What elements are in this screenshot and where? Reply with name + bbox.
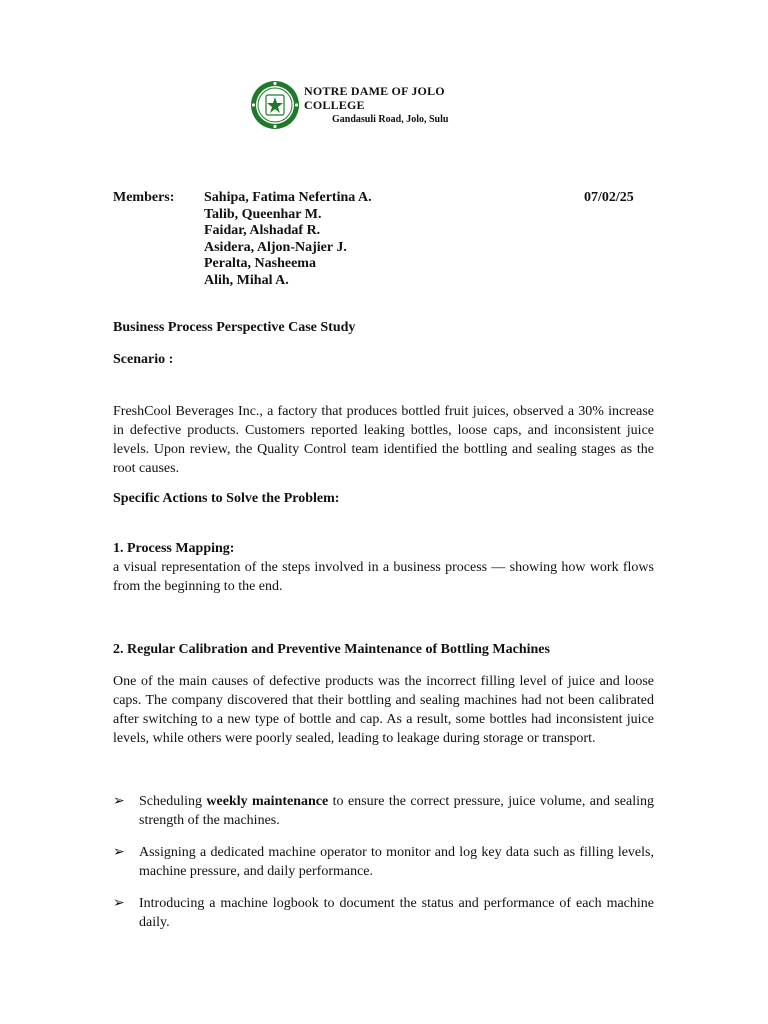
actions-heading: Specific Actions to Solve the Problem: [113,491,340,506]
member-name: Talib, Queenhar M. [204,206,322,222]
section-1-paragraph: a visual representation of the steps involved in a business process — showing how work flows from the beginning to the end. [113,560,654,594]
institution-address: Gandasuli Road, Jolo, Sulu [332,114,449,126]
member-name: Sahipa, Fatima Nefertina A. [204,190,372,205]
arrow-bullet-icon: ➢ [113,845,125,860]
scenario-label: Scenario : [113,352,174,367]
bullet-item [113,894,654,932]
member-name: Alih, Mihal A. [204,272,289,288]
bullet-item [113,843,654,881]
members-list [204,190,372,289]
bullet-text [139,792,654,830]
section-2-heading: 2. Regular Calibration and Preventive Maintenance of Bottling Machines [113,642,550,657]
bullet-text: Introducing a machine logbook to document the status and performance of each machine daily. [139,896,654,930]
section-2-paragraph: One of the main causes of defective products was the incorrect filling level of juice and loose caps. The company discovered that their bottling and sealing machines had not been calibrated after switching to a new type of bottle and cap. As a result, some bottles had inconsistent juice levels, while others were poorly sealed, leading to leakage during storage or transport. [113,674,654,746]
member-name: Asidera, Aljon-Najier J. [204,239,347,255]
bullet-text: Assigning a dedicated machine operator to monitor and log key data such as filling levels, machine pressure, and daily performance. [139,845,654,879]
members-label: Members: [113,190,175,205]
bullet-text-part: to ensure the correct pressure, juice volume, and sealing strength of the machines. [139,794,654,828]
scenario-paragraph: FreshCool Beverages Inc., a factory that produces bottled fruit juices, observed a 30% increase in defective products. Customers reported leaking bottles, loose caps, and inconsistent juice levels. Upon review, the Quality Control team identified the bottling and sealing stages as the root causes. [113,404,654,476]
document-date: 07/02/25 [584,190,634,205]
institution-name: NOTRE DAME OF JOLO COLLEGE [304,83,445,112]
arrow-bullet-icon: ➢ [113,794,125,809]
member-name: Peralta, Nasheema [204,256,316,271]
arrow-bullet-icon: ➢ [113,896,125,911]
section-1-heading: 1. Process Mapping: [113,541,235,556]
bullet-text-part: Scheduling [139,794,207,809]
bullet-item [113,792,654,830]
letterhead [250,76,500,134]
member-name: Faidar, Alshadaf R. [204,223,321,238]
bullet-text-bold: weekly maintenance [206,794,329,809]
college-seal-logo [250,80,300,130]
document-title: Business Process Perspective Case Study [113,320,356,335]
